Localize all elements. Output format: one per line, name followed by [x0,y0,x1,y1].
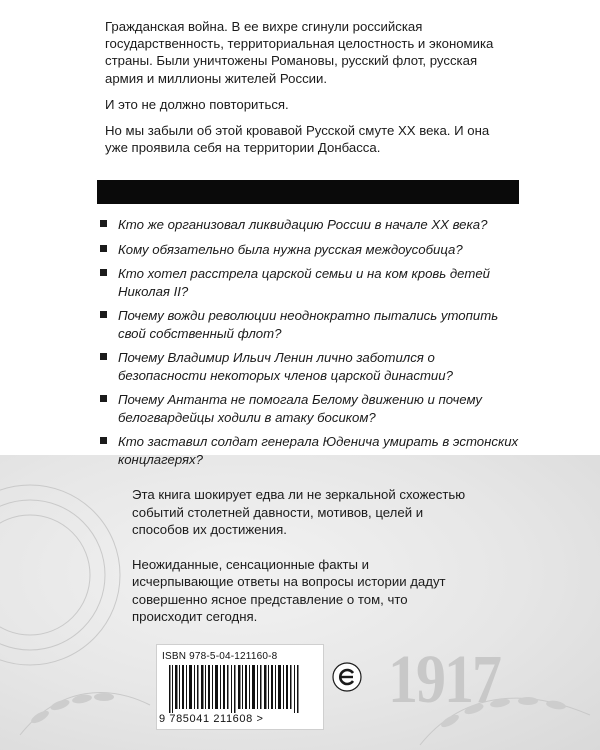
square-bullet-icon [100,220,107,227]
barcode-block [156,644,324,730]
question-text: Почему вожди революции неоднократно пытались утопить свой собственный флот? [118,308,499,341]
isbn-label: ISBN 978-5-04-121160-8 [162,651,278,662]
square-bullet-icon [100,311,107,318]
question-text: Кто хотел расстрела царской семьи и на ком кровь детей Николая II? [118,266,491,299]
intro-paragraph: Гражданская война. В ее вихре сгинули российская государственность, территориальная целостность и экономика страны. Были уничтожены Романовы, русский флот, русская армия и миллионы жителей России. [105,19,494,86]
barcode-digits: 9 785041 211608 > [159,713,264,725]
square-bullet-icon [100,353,107,360]
square-bullet-icon [100,245,107,252]
intro-paragraph: И это не должно повториться. [105,96,289,112]
description-paragraph: Эта книга шокирует едва ли не зеркальной схожестью событий столетней давности, мотивов, целей и способов их достижения. [132,487,466,537]
list-item [100,433,520,468]
square-bullet-icon [100,437,107,444]
square-bullet-icon [100,395,107,402]
divider-bar [97,180,519,204]
intro-text [105,18,515,165]
list-item [100,241,520,259]
intro-paragraph: Но мы забыли об этой кровавой Русской смуте XX века. И она уже проявила себя на территории Донбасса. [105,123,490,156]
description-paragraph: Неожиданные, сенсационные факты и исчерпывающие ответы на вопросы истории дадут совершенно ясное представление о том, что происходит сегодня. [132,556,446,624]
list-item [100,349,520,384]
list-item [100,265,520,300]
question-text: Кто же организовал ликвидацию России в начале XX века? [118,217,488,232]
description-text [132,486,472,643]
question-text: Кому обязательно была нужна русская междоусобица? [118,241,463,257]
question-text: Почему Антанта не помогала Белому движению и почему белогвардейцы ходили в атаку босиком? [118,392,482,425]
list-item [100,391,520,426]
barcode-icon [163,665,313,713]
question-list [100,216,520,475]
list-item [100,307,520,342]
list-item [100,216,520,234]
eksmo-logo-icon [332,662,362,692]
square-bullet-icon [100,269,107,276]
question-text: Кто заставил солдат генерала Юденича умирать в эстонских концлагерях? [118,434,519,467]
question-text: Почему Владимир Ильич Ленин лично заботился о безопасности некоторых членов царской династии? [118,350,453,383]
year-watermark: 1917 [388,641,500,718]
